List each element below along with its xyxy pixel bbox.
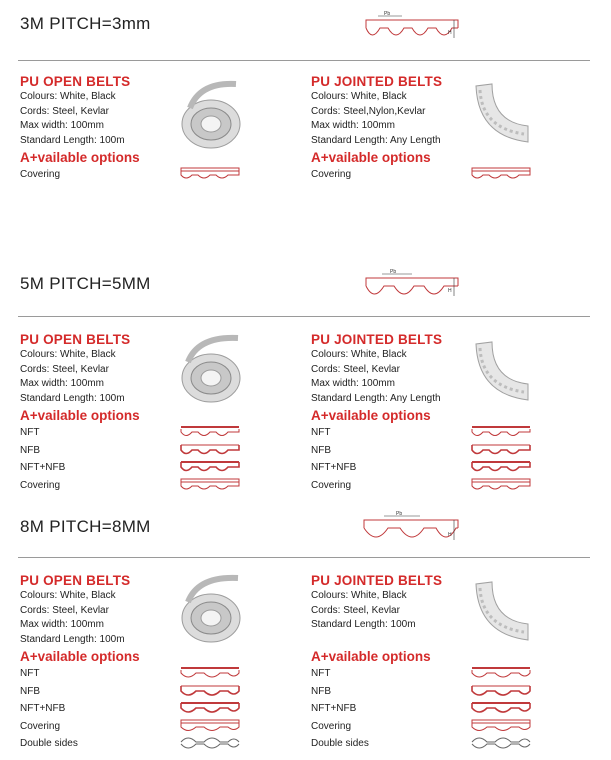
option-covering: Covering — [20, 718, 310, 736]
covering-profile-icon — [180, 478, 240, 492]
nft-nfb-profile-icon — [471, 460, 531, 474]
option-covering: Covering — [311, 166, 601, 184]
spec-length: Standard Length: Any Length — [311, 392, 441, 404]
jointed-belts-8m — [311, 573, 601, 753]
spec-cords: Cords: Steel, Kevlar — [311, 604, 400, 616]
open-belt-roll-photo — [180, 574, 242, 646]
spec-length: Standard Length: 100m — [311, 619, 416, 630]
nfb-profile-icon — [471, 443, 531, 457]
pitch-label: Pb — [384, 11, 391, 17]
nft-profile-icon — [471, 666, 531, 680]
spec-cords: Cords: Steel, Kevlar — [20, 363, 109, 375]
open-belts-5m — [20, 332, 310, 494]
options-title: A+vailable options — [311, 649, 431, 664]
spec-length: Standard Length: Any Length — [311, 134, 441, 146]
belt-title: PU JOINTED BELTS — [311, 332, 443, 347]
options-title: A+vailable options — [311, 150, 431, 165]
nft-profile-icon — [180, 666, 240, 680]
nft-nfb-profile-icon — [180, 701, 240, 715]
nfb-profile-icon — [180, 443, 240, 457]
spec-cords: Cords: Steel, Kevlar — [20, 105, 109, 117]
pitch-label: Pb — [390, 269, 397, 275]
spec-colours: Colours: White, Black — [20, 349, 116, 360]
tooth-profile-diagram-5m — [364, 266, 460, 304]
spec-colours: Colours: White, Black — [20, 590, 116, 601]
option-covering: Covering — [311, 718, 601, 736]
spec-width: Max width: 100mm — [311, 378, 395, 389]
spec-width: Max width: 100mm — [311, 120, 395, 131]
jointed-belts-3m — [311, 74, 601, 184]
nfb-profile-icon — [471, 684, 531, 698]
options-title: A+vailable options — [20, 408, 140, 423]
spec-cords: Cords: Steel,Nylon,Kevlar — [311, 105, 426, 117]
spec-colours: Colours: White, Black — [311, 91, 407, 102]
pitch-label: Pb — [396, 511, 403, 517]
option-covering: Covering — [20, 166, 310, 184]
height-label: H — [448, 30, 452, 36]
spec-colours: Colours: White, Black — [311, 590, 407, 601]
option-nft-nfb: NFT+NFB — [20, 700, 310, 718]
option-nft-nfb: NFT+NFB — [311, 459, 601, 477]
open-belts-8m — [20, 573, 310, 753]
tooth-profile-diagram-8m — [362, 508, 460, 548]
option-nft: NFT — [20, 424, 310, 442]
options-title: A+vailable options — [20, 150, 140, 165]
section-title-3m: 3M PITCH=3mm — [20, 14, 151, 33]
nft-nfb-profile-icon — [180, 460, 240, 474]
belt-title: PU OPEN BELTS — [20, 332, 131, 347]
spec-width: Max width: 100mm — [20, 120, 104, 131]
nfb-profile-icon — [180, 684, 240, 698]
jointed-belt-photo — [470, 76, 532, 148]
open-belt-roll-photo — [180, 78, 242, 150]
option-double-sides: Double sides — [311, 735, 601, 753]
tooth-profile-diagram-3m — [364, 8, 460, 46]
spec-cords: Cords: Steel, Kevlar — [20, 604, 109, 616]
section-title-5m: 5M PITCH=5MM — [20, 274, 151, 293]
option-nft-nfb: NFT+NFB — [311, 700, 601, 718]
open-belts-3m — [20, 74, 310, 184]
covering-profile-icon — [471, 167, 531, 181]
double-sides-profile-icon — [180, 736, 240, 750]
covering-profile-icon — [471, 719, 531, 733]
belt-title: PU JOINTED BELTS — [311, 573, 443, 588]
option-covering: Covering — [20, 477, 310, 495]
nft-profile-icon — [180, 425, 240, 439]
spec-length: Standard Length: 100m — [20, 392, 125, 404]
jointed-belts-5m — [311, 332, 601, 494]
option-nfb: NFB — [311, 442, 601, 460]
spec-width: Max width: 100mm — [20, 619, 104, 630]
nft-nfb-profile-icon — [471, 701, 531, 715]
belt-title: PU OPEN BELTS — [20, 573, 131, 588]
open-belt-roll-photo — [180, 334, 242, 406]
section-title-8m: 8M PITCH=8MM — [20, 517, 151, 536]
belt-title: PU JOINTED BELTS — [311, 74, 443, 89]
option-nfb: NFB — [20, 442, 310, 460]
belt-title: PU OPEN BELTS — [20, 74, 131, 89]
option-nft: NFT — [20, 665, 310, 683]
spec-length: Standard Length: 100m — [20, 134, 125, 146]
option-nft-nfb: NFT+NFB — [20, 459, 310, 477]
section-divider — [18, 316, 590, 317]
covering-profile-icon — [471, 478, 531, 492]
section-divider — [18, 557, 590, 558]
covering-profile-icon — [180, 719, 240, 733]
spec-colours: Colours: White, Black — [311, 349, 407, 360]
covering-profile-icon — [180, 167, 240, 181]
spec-width: Max width: 100mm — [20, 378, 104, 389]
option-nft: NFT — [311, 665, 601, 683]
jointed-belt-photo — [470, 334, 532, 406]
spec-cords: Cords: Steel, Kevlar — [311, 363, 400, 375]
spec-length: Standard Length: 100m — [20, 633, 125, 645]
option-covering: Covering — [311, 477, 601, 495]
jointed-belt-photo — [470, 574, 532, 646]
nft-profile-icon — [471, 425, 531, 439]
options-title: A+vailable options — [311, 408, 431, 423]
section-divider — [18, 60, 590, 61]
option-nfb: NFB — [311, 683, 601, 701]
option-nfb: NFB — [20, 683, 310, 701]
option-nft: NFT — [311, 424, 601, 442]
option-double-sides: Double sides — [20, 735, 310, 753]
options-title: A+vailable options — [20, 649, 140, 664]
height-label: H — [448, 288, 452, 294]
height-label: H — [448, 532, 452, 538]
spec-colours: Colours: White, Black — [20, 91, 116, 102]
double-sides-profile-icon — [471, 736, 531, 750]
